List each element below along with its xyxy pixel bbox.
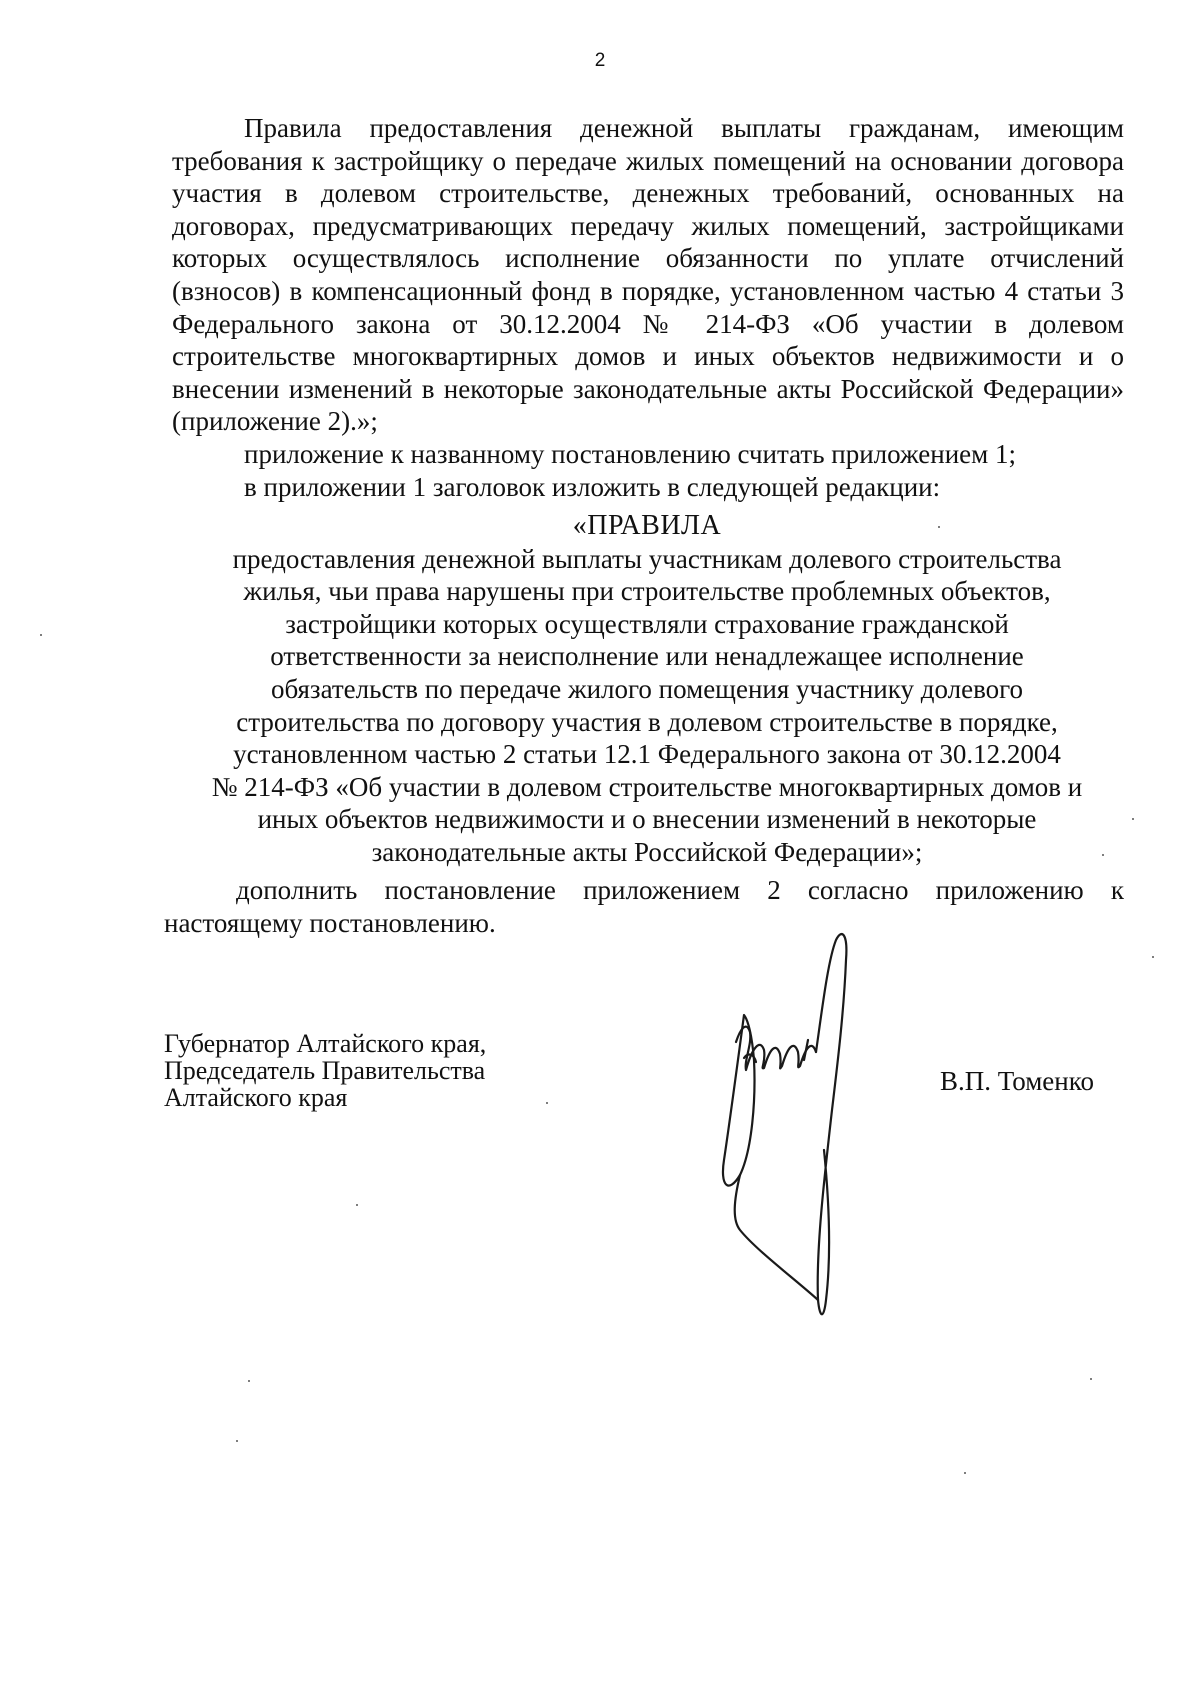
closing-paragraph: дополнить постановление приложением 2 согласно приложению к настоящему постановлению. [164,875,1124,938]
scan-speck [1090,1378,1092,1380]
rules-heading-line: № 214-ФЗ «Об участии в долевом строительстве многоквартирных домов и [211,771,1083,802]
rules-heading-line: жилья, чьи права нарушены при строительстве проблемных объектов, [243,576,1051,607]
scan-speck [356,1204,358,1206]
scan-speck [1132,818,1134,820]
signatory-position-line: Алтайского края [164,1083,348,1112]
rules-heading-line: застройщики которых осуществляли страхование гражданской [285,608,1009,639]
rules-heading-line: предоставления денежной выплаты участникам долевого строительства [232,543,1062,574]
signatory-name: В.П. Томенко [940,1066,1094,1096]
scan-speck [964,1472,966,1474]
scan-speck [236,1440,238,1442]
scan-speck [248,1380,250,1382]
paragraph-appendix-rename: приложение к названному постановлению считать приложением 1; [244,438,1016,469]
paragraph-rules-title: Правила предоставления денежной выплаты гражданам, имеющим требования к застройщику о передаче жилых помещений на основании договора участия в долевом строительстве, денежных требований, основанных на договорах, предусматривающих передачу жилых помещений, застройщиками которых осуществлялось исполнение обязанности по уплате отчислений (взносов) в компенсационный фонд в порядке, установленном частью 4 статьи 3 Федерального закона от 30.12.2004 № 214-ФЗ «Об участии в долевом строительстве многоквартирных домов и иных объектов недвижимости и о внесении изменений в некоторые законодательные акты Российской Федерации» (приложение 2).»; [172,113,1124,437]
rules-heading-line: законодательные акты Российской Федерации»; [371,836,923,867]
rules-heading-title: «ПРАВИЛА [572,510,722,541]
rules-heading-line: установленном частью 2 статьи 12.1 Федерального закона от 30.12.2004 [233,739,1061,770]
scan-speck [1102,854,1104,856]
closing-paragraph-block [164,874,1124,939]
signatory-position [164,1030,486,1111]
signatory-position-line: Губернатор Алтайского края, [164,1029,487,1058]
rules-heading [150,510,1144,869]
rules-heading-line: иных объектов недвижимости и о внесении изменений в некоторые [257,804,1037,835]
rules-heading-line: ответственности за неисполнение или ненадлежащее исполнение [270,641,1024,672]
scan-speck [938,526,940,528]
signatory-position-line: Председатель Правительства [164,1056,486,1085]
rules-heading-line: обязательств по передаче жилого помещения участнику долевого [270,673,1024,704]
scan-speck [40,634,42,636]
scan-speck [1152,956,1154,958]
page-number: 2 [594,50,606,71]
scan-speck [546,1102,548,1104]
body-text [172,112,1124,503]
paragraph-heading-instruction: в приложении 1 заголовок изложить в следующей редакции: [244,471,941,502]
rules-heading-line: строительства по договору участия в долевом строительстве в порядке, [236,706,1058,737]
handwritten-signature [700,920,930,1340]
